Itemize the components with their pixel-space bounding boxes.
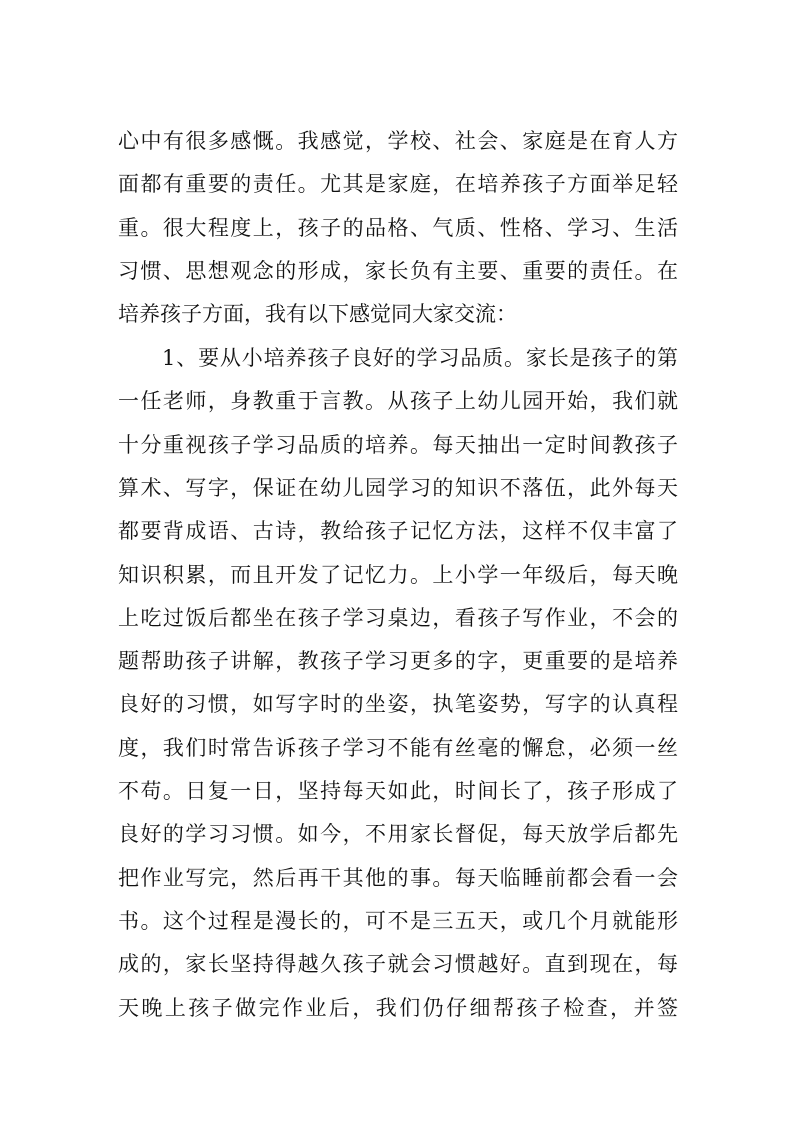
paragraph-2-line: 成的，家长坚持得越久孩子就会习惯越好。直到现在，每 xyxy=(118,952,678,977)
paragraph-2-line: 把作业写完，然后再干其他的事。每天临睡前都会看一会 xyxy=(118,865,678,890)
paragraph-2-line: 1、要从小培养孩子良好的学习品质。家长是孩子的第 xyxy=(162,346,678,370)
paragraph-2-line: 良好的习惯，如写字时的坐姿，执笔姿势，写字的认真程 xyxy=(118,692,678,717)
paragraph-2-line: 算术、写字，保证在幼儿园学习的知识不落伍，此外每天 xyxy=(118,475,678,500)
paragraph-2-line: 知识积累，而且开发了记忆力。上小学一年级后，每天晚 xyxy=(118,562,678,587)
paragraph-2-line: 天晚上孩子做完作业后，我们仍仔细帮孩子检查，并签 xyxy=(118,995,678,1020)
paragraph-2-line: 题帮助孩子讲解，教孩子学习更多的字，更重要的是培养 xyxy=(118,649,678,674)
paragraph-2-line: 一任老师，身教重于言教。从孩子上幼儿园开始，我们就 xyxy=(118,389,678,414)
paragraph-2-line: 上吃过饭后都坐在孩子学习桌边，看孩子写作业，不会的 xyxy=(118,605,678,630)
paragraph-1-line: 面都有重要的责任。尤其是家庭，在培养孩子方面举足轻 xyxy=(118,172,678,197)
paragraph-2-line: 都要背成语、古诗，教给孩子记忆方法，这样不仅丰富了 xyxy=(118,519,678,544)
paragraph-1-line: 心中有很多感慨。我感觉，学校、社会、家庭是在育人方 xyxy=(118,129,678,153)
paragraph-2-line: 书。这个过程是漫长的，可不是三五天，或几个月就能形 xyxy=(118,908,678,933)
paragraph-2-line: 度，我们时常告诉孩子学习不能有丝毫的懈怠，必须一丝 xyxy=(118,735,678,760)
paragraph-2-line: 不苟。日复一日，坚持每天如此，时间长了，孩子形成了 xyxy=(118,779,678,803)
paragraph-1-line: 习惯、思想观念的形成，家长负有主要、重要的责任。在 xyxy=(118,258,678,283)
paragraph-2-line: 良好的学习习惯。如今，不用家长督促，每天放学后都先 xyxy=(118,822,678,847)
paragraph-1-line: 培养孩子方面，我有以下感觉同大家交流： xyxy=(118,302,517,327)
paragraph-1-line: 重。很大程度上，孩子的品格、气质、性格、学习、生活 xyxy=(118,215,678,240)
paragraph-2-line: 十分重视孩子学习品质的培养。每天抽出一定时间教孩子 xyxy=(118,432,678,457)
